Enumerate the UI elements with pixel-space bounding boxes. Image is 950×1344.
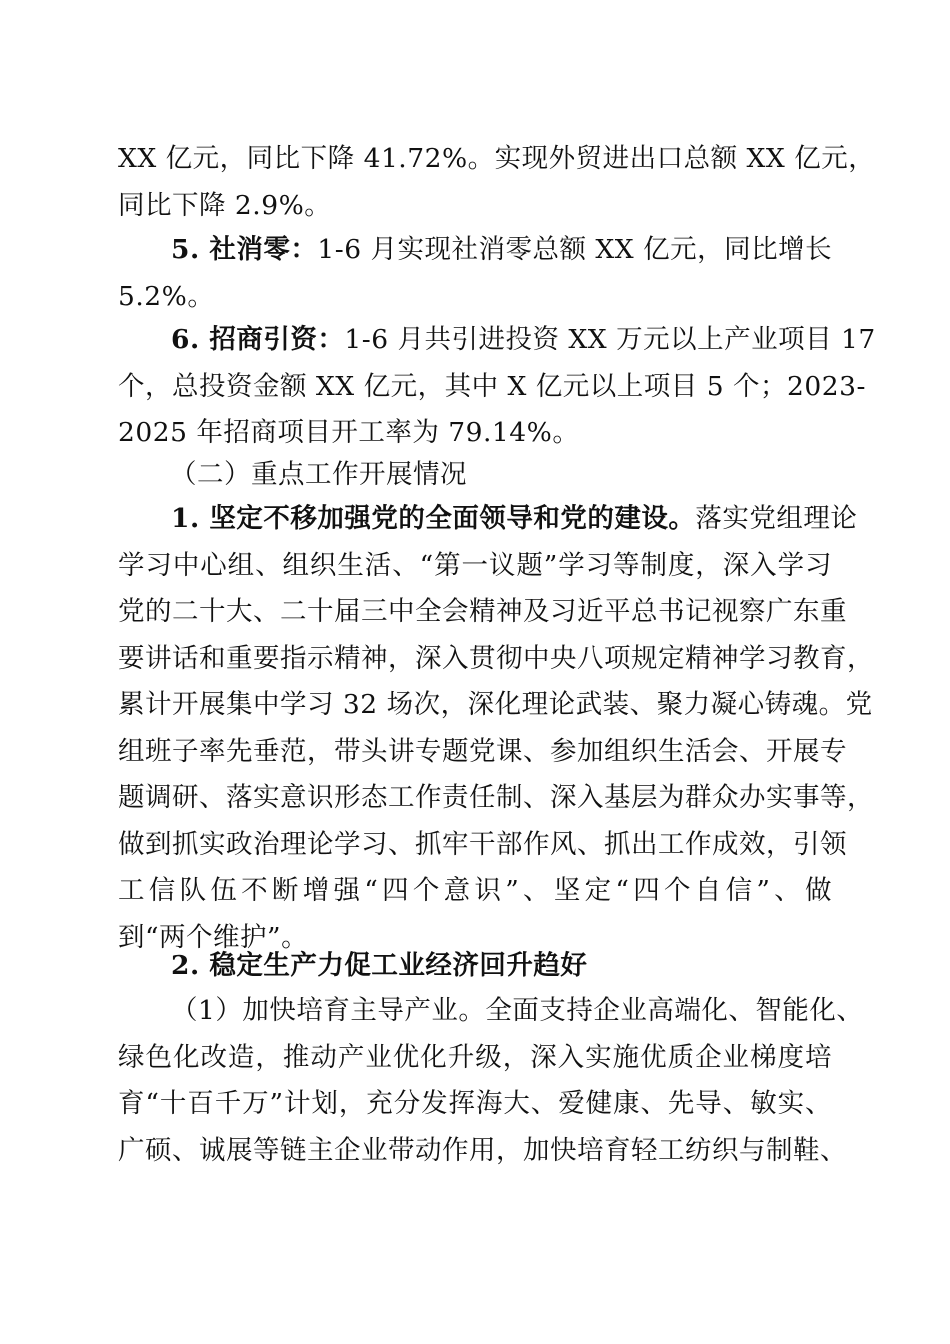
text-line: 题调研、落实意识形态工作责任制、深入基层为群众办实事等，: [118, 782, 874, 813]
paragraph-retail-sales: [118, 227, 832, 320]
text-line: 组班子率先垂范，带头讲专题党课、参加组织生活会、开展专: [118, 735, 847, 767]
text-line: XX 亿元，同比下降 41.72%。实现外贸进出口总额 XX 亿元，: [118, 143, 876, 174]
text-line: 党的二十大、二十届三中全会精神及习近平总书记视察广东重: [118, 596, 847, 627]
text-line: （1）加快培育主导产业。全面支持企业高端化、智能化、: [171, 995, 864, 1026]
item-label: 6. 招商引资：: [171, 324, 345, 355]
item-label: 1. 坚定不移加强党的全面领导和党的建设。: [171, 503, 696, 534]
paragraph-party-building: [118, 496, 874, 961]
text-line: 5.2%。: [118, 280, 215, 312]
item-text: 1-6 月实现社消零总额 XX 亿元，同比增长: [317, 234, 833, 265]
item-text: 1-6 月共引进投资 XX 万元以上产业项目 17: [344, 324, 876, 355]
text-line: 同比下降 2.9%。: [118, 189, 332, 221]
subsection-heading: 2. 稳定生产力促工业经济回升趋好: [171, 950, 588, 981]
item-label: 5. 社消零：: [171, 234, 318, 265]
paragraph-leading-industries: [118, 988, 864, 1174]
text-line: [118, 496, 858, 543]
text-line: 2025 年招商项目开工率为 79.14%。: [118, 417, 580, 448]
text-line: 要讲话和重要指示精神，深入贯彻中央八项规定精神学习教育，: [118, 642, 874, 674]
section-heading: （二）重点工作开展情况: [170, 459, 467, 490]
text-line: 累计开展集中学习 32 场次，深化理论武装、聚力凝心铸魂。党: [118, 689, 873, 720]
text-line: 做到抓实政治理论学习、抓牢干部作风、抓出工作成效，引领: [118, 828, 847, 860]
text-line: 到“两个维护”。: [118, 921, 309, 953]
text-line: 学习中心组、组织生活、“第一议题”学习等制度，深入学习: [118, 549, 832, 581]
text-line: 育“十百千万”计划，充分发挥海大、爱健康、先导、敏实、: [118, 1088, 832, 1119]
text-line: [118, 317, 876, 364]
text-line: 广硕、诚展等链主企业带动作用，加快培育轻工纺织与制鞋、: [118, 1134, 847, 1166]
text-line: 绿色化改造，推动产业优化升级，深入实施优质企业梯度培: [118, 1041, 832, 1073]
item-text: 落实党组理论: [695, 503, 858, 534]
paragraph-investment: [118, 317, 876, 457]
text-line: 个，总投资金额 XX 亿元，其中 X 亿元以上项目 5 个；2023-: [118, 370, 866, 402]
paragraph-industrial-economy-heading: [118, 943, 832, 990]
text-line: [118, 227, 832, 274]
text-line: 工信队伍不断增强“四个意识”、坚定“四个自信”、做: [118, 875, 832, 906]
paragraph-trade: [118, 136, 876, 229]
